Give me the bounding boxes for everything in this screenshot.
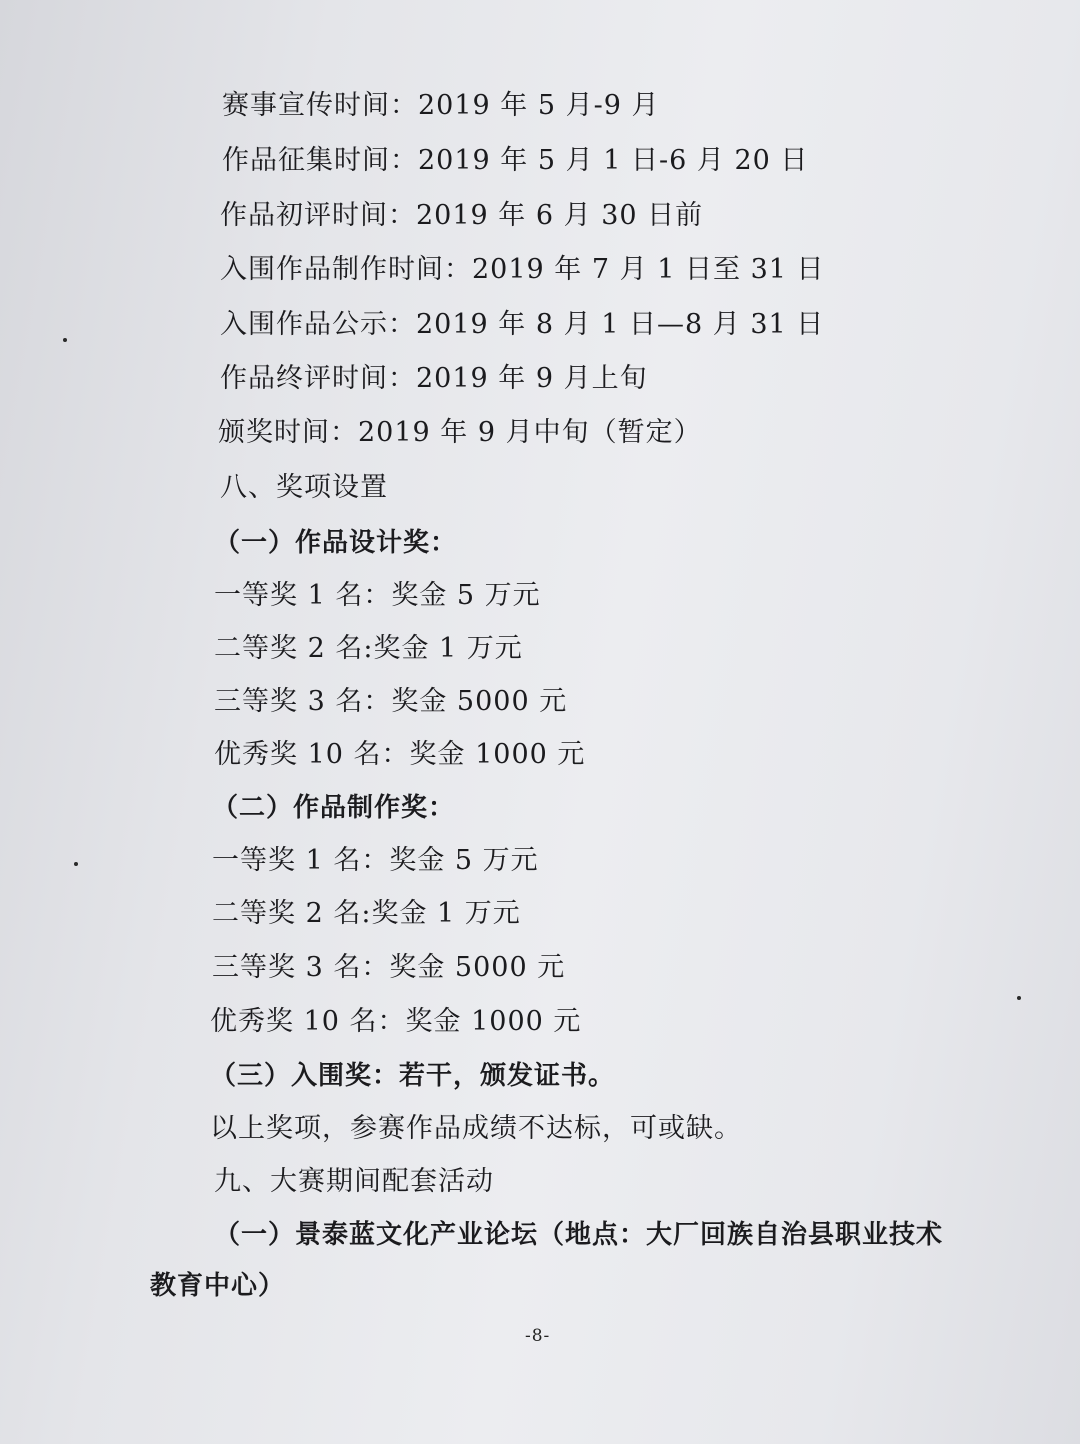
schedule-finalist-announcement: 入围作品公示：2019 年 8 月 1 日—8 月 31 日 xyxy=(220,309,825,340)
section-9-title: 九、大赛期间配套活动 xyxy=(214,1166,494,1197)
design-award-second-prize: 二等奖 2 名:奖金 1 万元 xyxy=(214,633,523,664)
production-award-title: （二）作品制作奖： xyxy=(212,793,456,823)
design-award-first-prize: 一等奖 1 名：奖金 5 万元 xyxy=(214,580,541,611)
section-8-title: 八、奖项设置 xyxy=(220,472,388,503)
finalist-award: （三）入围奖：若干，颁发证书。 xyxy=(210,1061,616,1091)
page-number: -8- xyxy=(525,1326,551,1346)
schedule-award-ceremony-time: 颁奖时间：2019 年 9 月中旬（暂定） xyxy=(218,417,702,448)
schedule-collection-time: 作品征集时间：2019 年 5 月 1 日-6 月 20 日 xyxy=(222,145,809,176)
production-award-excellence-prize: 优秀奖 10 名：奖金 1000 元 xyxy=(210,1006,582,1037)
forum-title-line2: 教育中心） xyxy=(150,1271,286,1301)
awards-note: 以上奖项，参赛作品成绩不达标，可或缺。 xyxy=(210,1113,742,1144)
schedule-final-review-time: 作品终评时间：2019 年 9 月上旬 xyxy=(220,363,648,394)
schedule-promotion-time: 赛事宣传时间：2019 年 5 月-9 月 xyxy=(222,90,660,121)
design-award-excellence-prize: 优秀奖 10 名：奖金 1000 元 xyxy=(214,739,586,770)
production-award-first-prize: 一等奖 1 名：奖金 5 万元 xyxy=(212,845,539,876)
production-award-second-prize: 二等奖 2 名:奖金 1 万元 xyxy=(212,898,521,929)
design-award-third-prize: 三等奖 3 名：奖金 5000 元 xyxy=(214,686,568,717)
forum-title-line1: （一）景泰蓝文化产业论坛（地点：大厂回族自治县职业技术 xyxy=(214,1220,944,1250)
scan-dot xyxy=(74,862,78,866)
design-award-title: （一）作品设计奖： xyxy=(214,528,458,558)
production-award-third-prize: 三等奖 3 名：奖金 5000 元 xyxy=(212,952,566,983)
schedule-preliminary-review-time: 作品初评时间：2019 年 6 月 30 日前 xyxy=(220,200,704,231)
schedule-finalist-production-time: 入围作品制作时间：2019 年 7 月 1 日至 31 日 xyxy=(220,254,825,285)
scan-dot xyxy=(63,338,67,342)
scan-dot xyxy=(1017,996,1021,1000)
